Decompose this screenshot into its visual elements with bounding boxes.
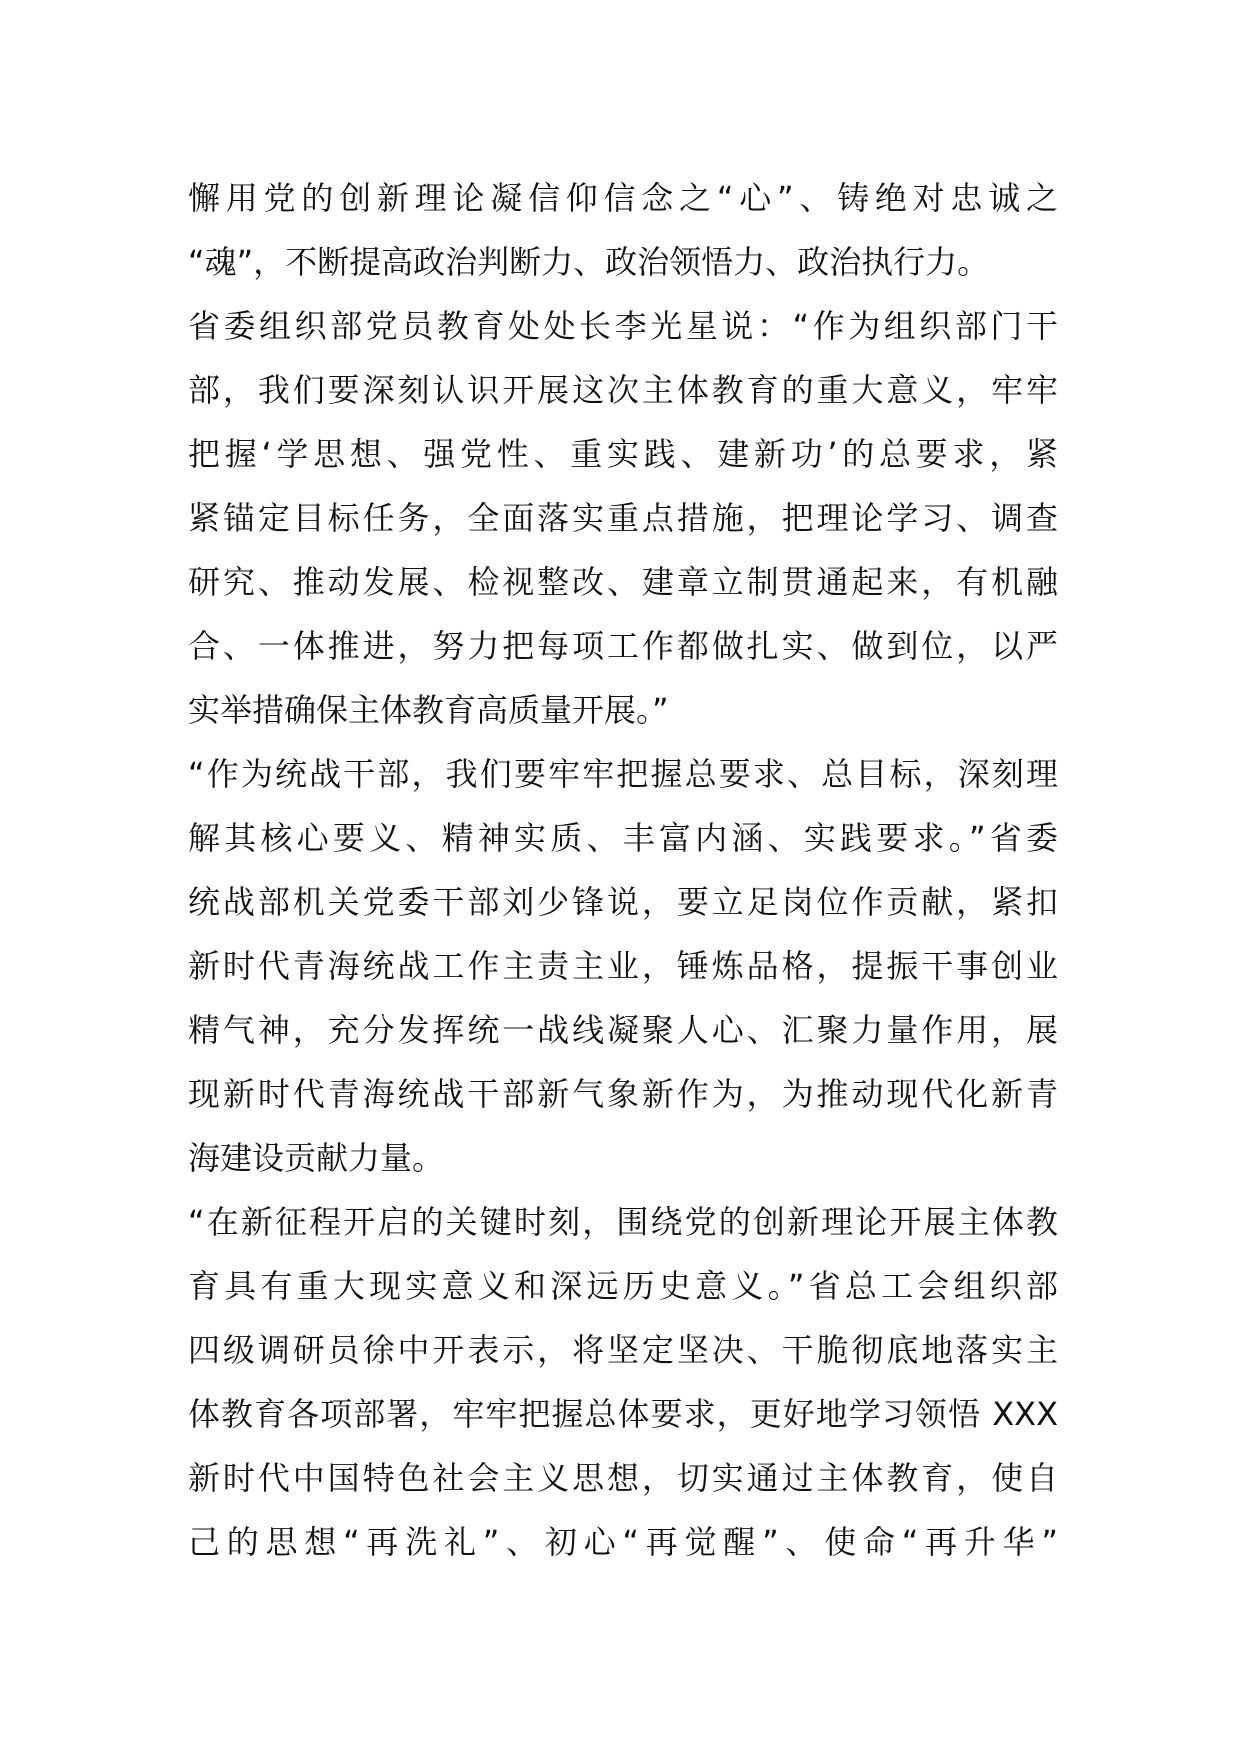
text-line: 把握‘学思想、强党性、重实践、建新功’的总要求，紧 — [188, 435, 1058, 473]
text-line: 部，我们要深刻认识开展这次主体教育的重大意义，牢牢 — [188, 371, 1058, 409]
text-line: 解其核心要义、精神实质、丰富内涵、实践要求。”省委 — [188, 819, 1058, 857]
text-line: 四级调研员徐中开表示，将坚定坚决、干脆彻底地落实主 — [188, 1331, 1058, 1369]
text-line: “魂”，不断提高政治判断力、政治领悟力、政治执行力。 — [188, 243, 990, 281]
text-line: 合、一体推进，努力把每项工作都做扎实、做到位，以严 — [188, 627, 1058, 665]
text-line: 体教育各项部署，牢牢把握总体要求，更好地学习领悟 XXX — [188, 1395, 1058, 1433]
text-line: “在新征程开启的关键时刻，围绕党的创新理论开展主体教 — [188, 1203, 1058, 1241]
text-line: 统战部机关党委干部刘少锋说，要立足岗位作贡献，紧扣 — [188, 883, 1058, 921]
text-line: 育具有重大现实意义和深远历史意义。”省总工会组织部 — [188, 1267, 1058, 1305]
text-line: 新时代青海统战工作主责主业，锤炼品格，提振干事创业 — [188, 947, 1058, 985]
text-line: 精气神，充分发挥统一战线凝聚人心、汇聚力量作用，展 — [188, 1011, 1058, 1049]
text-line: 实举措确保主体教育高质量开展。” — [188, 691, 669, 729]
text-line: 己的思想“再洗礼”、初心“再觉醒”、使命“再升华” — [188, 1523, 1058, 1561]
text-line: 紧锚定目标任务，全面落实重点措施，把理论学习、调查 — [188, 499, 1058, 537]
body-text — [188, 166, 1058, 1574]
text-line: 海建设贡献力量。 — [188, 1139, 445, 1177]
text-line: 现新时代青海统战干部新气象新作为，为推动现代化新青 — [188, 1075, 1058, 1113]
text-line: “作为统战干部，我们要牢牢把握总要求、总目标，深刻理 — [188, 755, 1058, 793]
text-line: 省委组织部党员教育处处长李光星说：“作为组织部门干 — [188, 307, 1058, 345]
text-line: 新时代中国特色社会主义思想，切实通过主体教育，使自 — [188, 1459, 1058, 1497]
text-line: 研究、推动发展、检视整改、建章立制贯通起来，有机融 — [188, 563, 1058, 601]
text-line: 懈用党的创新理论凝信仰信念之“心”、铸绝对忠诚之 — [188, 179, 1058, 217]
